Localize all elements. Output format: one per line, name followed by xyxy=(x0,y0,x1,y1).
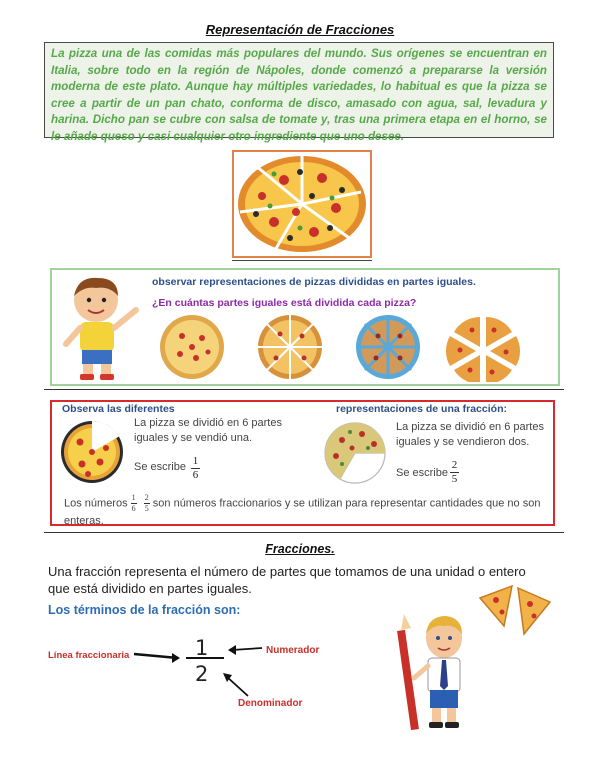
pizza-image-frame xyxy=(232,150,372,258)
pizza-two-sixths-missing xyxy=(322,420,388,486)
left-description: La pizza se dividió en 6 partes iguales y se vendió una. xyxy=(134,417,282,444)
terms-heading: Los términos de la fracción son: xyxy=(48,603,241,617)
arrow-to-denominator xyxy=(226,676,248,696)
left-write-label: Se escribe xyxy=(134,461,186,473)
right-description: La pizza se dividió en 6 partes iguales y se vendieron dos. xyxy=(396,421,544,448)
pizza-slice-characters xyxy=(480,586,550,634)
heading-right: representaciones de una fracción: xyxy=(336,403,507,415)
diagram-numerator: 1 xyxy=(195,636,209,660)
pizzas-divided-section xyxy=(50,268,560,386)
divider-line xyxy=(44,389,564,390)
inline-fraction-1 xyxy=(131,494,137,513)
fracciones-title: Fracciones. xyxy=(265,542,335,556)
denominator: 6 xyxy=(131,504,136,513)
intro-paragraph: La pizza una de las comidas más populares del mundo. Sus orígenes se encuentran en Italia, sobre todo en la región de Nápoles, donde comenzó a prepararse la versión moderna de este plato. Aunque hay múltiples variedades, lo habitual es que la pizza se cree a partir de un pan chato, conforma de disco, amasado con agua, sal, levadura y harina. Dicho pan se cubre con salsa de tomate y, tras una primera etapa en el horno, se le añade queso y casi cualquier otro ingrediente que uno desee. xyxy=(44,42,554,138)
fracciones-definition: Una fracción representa el número de partes que tomamos de una unidad o entero que está dividido en partes iguales. xyxy=(48,564,526,596)
sliced-pizza-illustration xyxy=(234,152,370,256)
pizza-separated-slices xyxy=(446,317,520,382)
left-fraction xyxy=(191,456,200,481)
denominator: 6 xyxy=(192,469,199,481)
inline-fraction-2 xyxy=(144,494,150,513)
pizza-whole xyxy=(160,315,224,379)
arrow-to-numerator xyxy=(232,648,262,650)
arrow-to-line xyxy=(134,654,178,658)
linea-fraccionaria-label: Línea fraccionaria xyxy=(48,650,130,661)
numerator: 1 xyxy=(192,455,199,467)
numerador-label: Numerador xyxy=(266,645,320,656)
denominator: 5 xyxy=(144,504,149,513)
pizza-8-slices xyxy=(258,315,322,379)
diagram-denominator: 2 xyxy=(195,662,209,686)
section-instruction: observar representaciones de pizzas divididas en partes iguales. xyxy=(152,276,476,288)
numerator: 1 xyxy=(131,493,136,502)
divided-pizzas-row xyxy=(156,312,556,382)
numerator: 2 xyxy=(451,459,458,471)
bottom-prefix: Los números xyxy=(64,497,128,510)
divider-line xyxy=(232,260,372,261)
denominador-label: Denominador xyxy=(238,698,303,709)
boy-with-pencil-illustration xyxy=(396,582,566,732)
right-write-label: Se escribe xyxy=(396,467,448,479)
bottom-statement xyxy=(64,494,544,530)
section-question: ¿En cuántas partes iguales está dividida cada pizza? xyxy=(152,297,417,309)
right-fraction xyxy=(450,460,459,485)
denominator: 5 xyxy=(451,473,458,485)
heading-left: Observa las diferentes xyxy=(62,403,175,415)
pizza-blue-slices xyxy=(356,315,420,379)
pizza-one-sixth-missing xyxy=(58,418,126,486)
numerator: 2 xyxy=(144,493,149,502)
divider-line xyxy=(44,532,564,533)
page-title: Representación de Fracciones xyxy=(205,22,395,37)
boy-illustration xyxy=(56,274,142,382)
bottom-suffix: son números fraccionarios y se utilizan para representar cantidades que no son enteras. xyxy=(64,497,541,527)
fraction-representations-section xyxy=(50,400,555,526)
